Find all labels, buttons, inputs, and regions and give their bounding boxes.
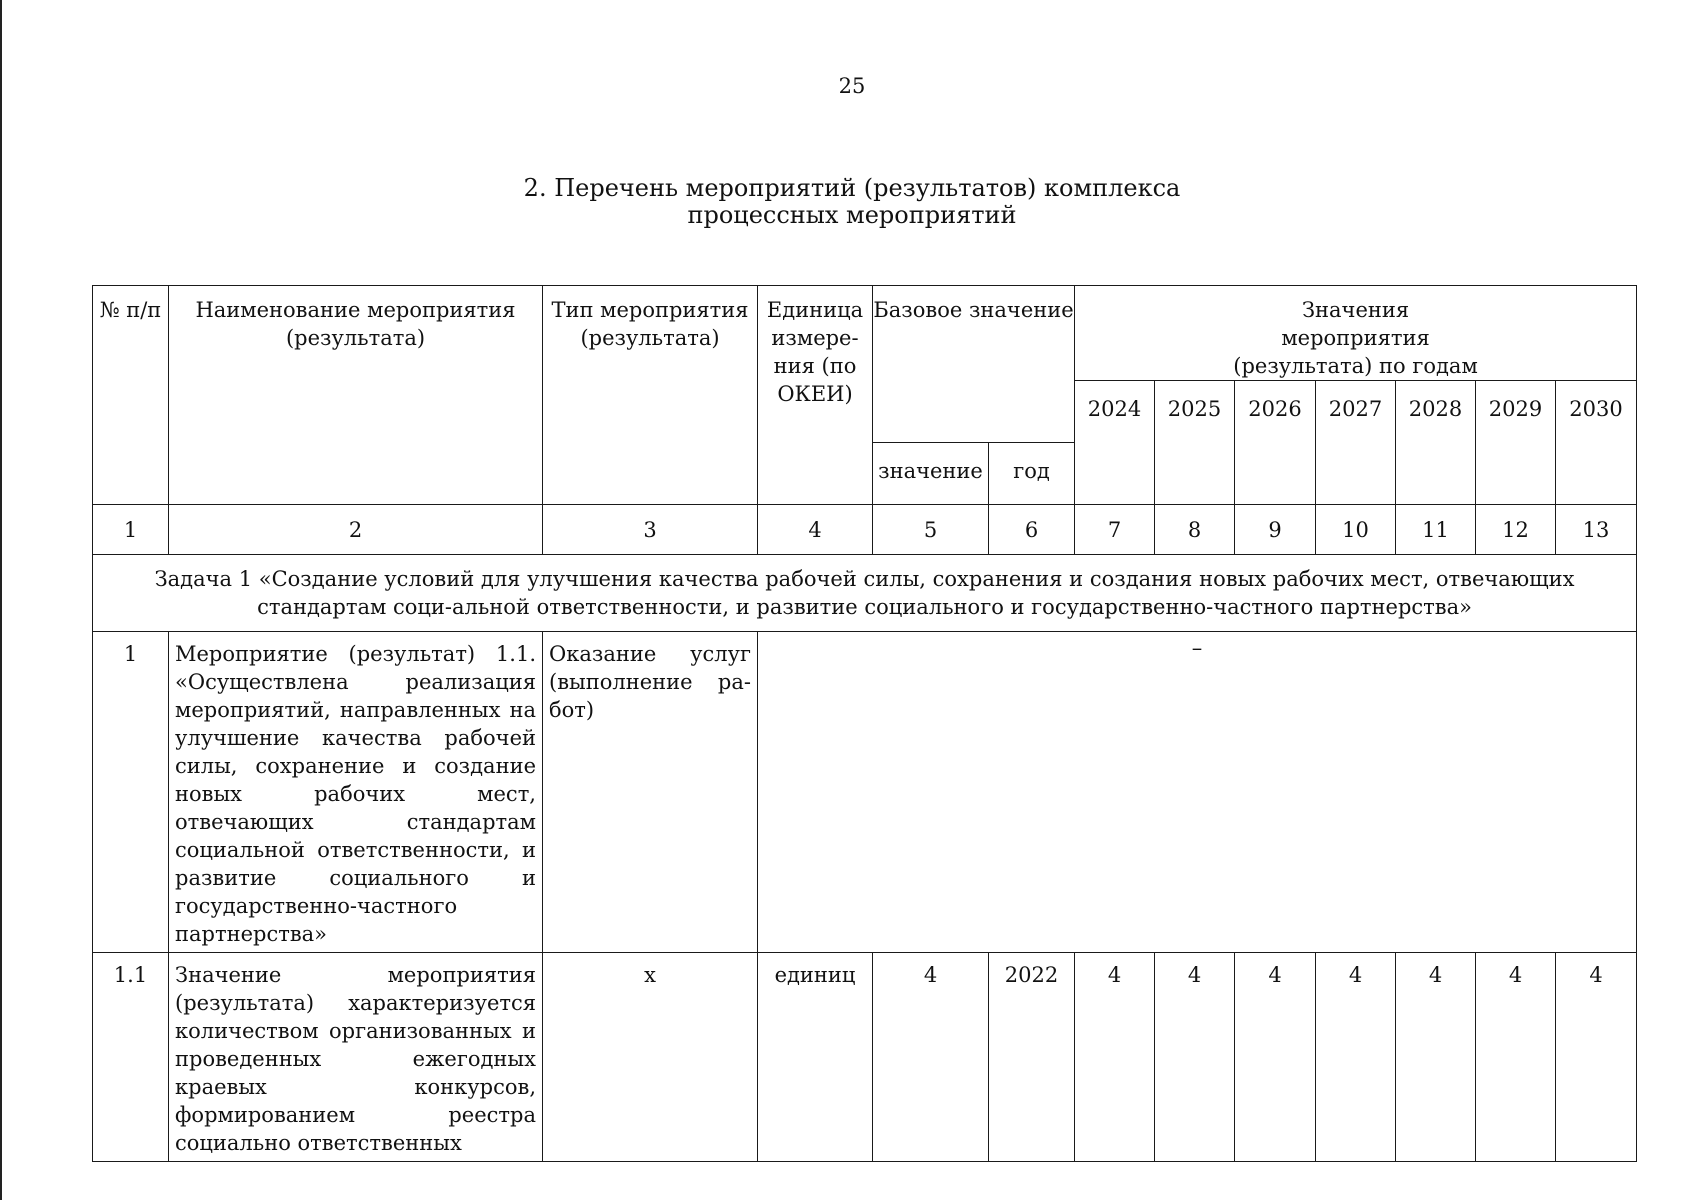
activities-table [92, 285, 1637, 1162]
header-unit: Единица измере-ния (по ОКЕИ) [758, 286, 873, 505]
header-name: Наименование мероприятия (результата) [169, 286, 543, 505]
col-number: 13 [1556, 505, 1637, 555]
row-1-1-value-2024: 4 [1075, 953, 1155, 1162]
document-title-line-1: 2. Перечень мероприятий (результатов) комплекса [523, 174, 1181, 202]
document-title-line-2: процессных мероприятий [687, 201, 1017, 229]
header-num: № п/п [93, 286, 169, 505]
row-1-1-type: х [543, 953, 758, 1162]
row-1-1-name: Значение мероприятия (результата) характеризуется количеством организованных и проведенных ежегодных краевых конкурсов, формированием реестра социально ответственных [169, 953, 543, 1162]
col-number: 4 [758, 505, 873, 555]
row-1-1-value-2026: 4 [1235, 953, 1316, 1162]
row-1-1-value-2027: 4 [1316, 953, 1396, 1162]
row-1-1-base-year: 2022 [989, 953, 1075, 1162]
header-year-2028: 2028 [1396, 381, 1476, 505]
row-1-1-num: 1.1 [93, 953, 169, 1162]
row-1-1-value-2028: 4 [1396, 953, 1476, 1162]
header-type: Тип мероприятия (результата) [543, 286, 758, 505]
header-year-2030: 2030 [1556, 381, 1637, 505]
col-number: 2 [169, 505, 543, 555]
header-year-2024: 2024 [1075, 381, 1155, 505]
row-1-1-value-2030: 4 [1556, 953, 1637, 1162]
header-year-2027: 2027 [1316, 381, 1396, 505]
header-base-value: значение [873, 443, 989, 505]
row-1-merged-value: – [758, 632, 1637, 953]
row-1-num: 1 [93, 632, 169, 953]
header-base: Базовое значение [873, 286, 1075, 443]
row-1-type: Оказание услуг (выполнение ра-бот) [543, 632, 758, 953]
page-number: 25 [838, 74, 866, 98]
row-1-1-unit: единиц [758, 953, 873, 1162]
col-number: 5 [873, 505, 989, 555]
header-base-year: год [989, 443, 1075, 505]
row-1-1-value-2025: 4 [1155, 953, 1235, 1162]
col-number: 9 [1235, 505, 1316, 555]
col-number: 11 [1396, 505, 1476, 555]
col-number: 10 [1316, 505, 1396, 555]
header-year-2026: 2026 [1235, 381, 1316, 505]
header-values-by-year: Значения мероприятия (результата) по годам [1075, 286, 1637, 381]
col-number: 8 [1155, 505, 1235, 555]
row-1-1-value-2029: 4 [1476, 953, 1556, 1162]
header-year-2029: 2029 [1476, 381, 1556, 505]
row-1-name: Мероприятие (результат) 1.1. «Осуществлена реализация мероприятий, направленных на улучшение качества рабочей силы, сохранение и создание новых рабочих мест, отвечающих стандартам социальной ответственности, и развитие социального и государственно-частного партнерства» [169, 632, 543, 953]
col-number: 12 [1476, 505, 1556, 555]
col-number: 3 [543, 505, 758, 555]
header-year-2025: 2025 [1155, 381, 1235, 505]
row-1-1-base-value: 4 [873, 953, 989, 1162]
col-number: 7 [1075, 505, 1155, 555]
document-title [0, 175, 1704, 229]
task-row: Задача 1 «Создание условий для улучшения качества рабочей силы, сохранения и создания новых рабочих мест, отвечающих стандартам соци-альной ответственности, и развитие социального и государственно-частного партнерства» [93, 555, 1637, 632]
col-number: 6 [989, 505, 1075, 555]
col-number: 1 [93, 505, 169, 555]
